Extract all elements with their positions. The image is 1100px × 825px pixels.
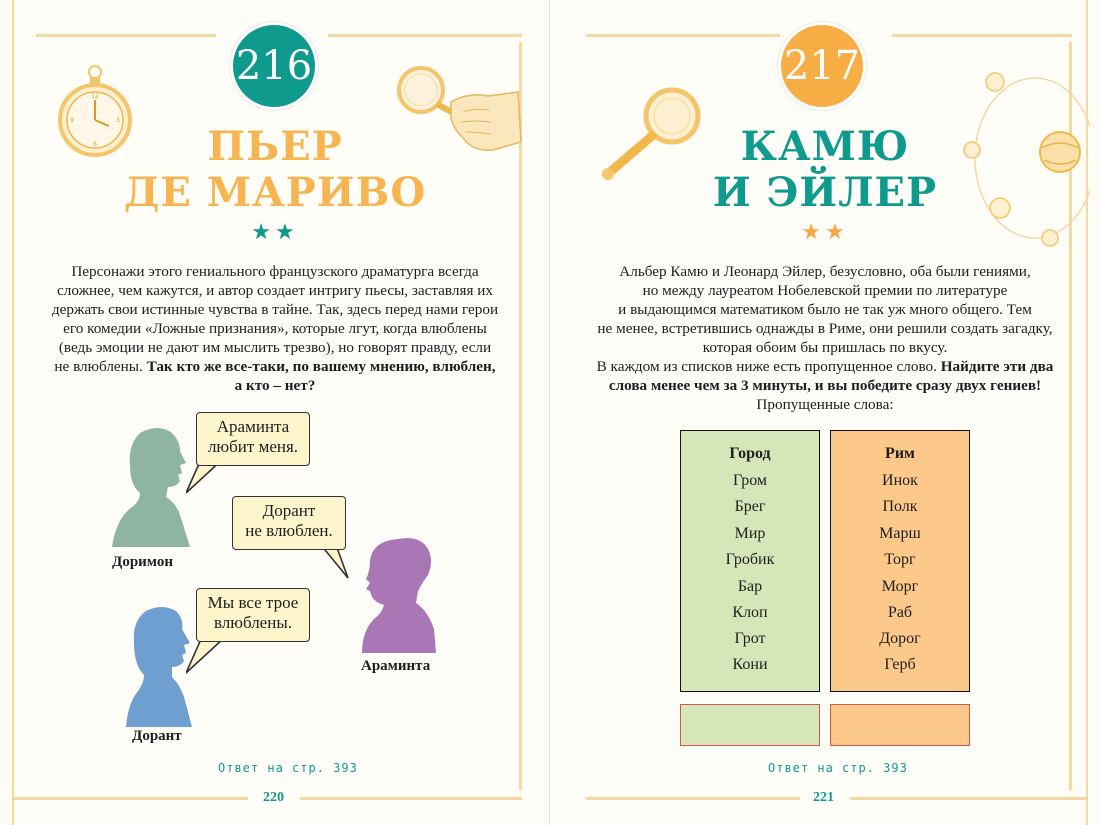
difficulty-stars: ★★ [251, 220, 299, 245]
puzzle-number: 217 [783, 43, 861, 89]
intro-plain: В каждом из списков ниже есть пропущенное слово. [596, 358, 941, 375]
list-item: Мир [734, 525, 766, 542]
list-item: Торг [884, 551, 916, 568]
araminta-silhouette [358, 535, 438, 655]
puzzle-number-badge [230, 22, 318, 110]
top-rule-right [328, 34, 522, 37]
intro-line: его комедии «Ложные признания», которые лгут, когда влюблены [63, 320, 487, 337]
intro-line: не менее, встретившись однажды в Риме, они решили создать загадку, [597, 320, 1053, 337]
intro-question: Так кто же все-таки, по вашему мнению, влюблен, [146, 358, 496, 375]
list-item: Герб [884, 656, 916, 673]
araminta-label: Араминта [361, 658, 431, 674]
list-item: Брег [734, 498, 766, 515]
list-item: Рим [885, 445, 915, 462]
intro-line [28, 357, 522, 376]
intro-line [580, 376, 1070, 395]
svg-text:6: 6 [93, 141, 97, 148]
intro-question-end: а кто – нет? [234, 377, 316, 394]
answer-field-left[interactable] [680, 704, 820, 746]
left-rule [12, 0, 14, 825]
bottom-rule-right [300, 797, 522, 800]
bubble-line: влюблены. [213, 613, 292, 632]
svg-text:9: 9 [70, 117, 74, 124]
top-rule-left [586, 34, 780, 37]
bottom-rule-right [850, 797, 1088, 800]
dorimon-label: Доримон [112, 554, 173, 570]
word-list-right [830, 430, 970, 692]
intro-line: Альбер Камю и Леонард Эйлер, безусловно, оба были гениями, [619, 263, 1031, 280]
intro-line [580, 357, 1070, 376]
difficulty-stars: ★★ [801, 220, 849, 245]
title-line-2: И ЭЙЛЕР [712, 169, 938, 216]
intro-line: но между лауреатом Нобелевской премии по литературе [642, 282, 1008, 299]
list-item: Марш [879, 525, 921, 542]
intro-line [28, 376, 522, 395]
dorant-silhouette [124, 603, 199, 728]
title-line-1: ПЬЕР [207, 123, 343, 170]
intro-line: которая обоим бы пришлась по вкусу. [702, 339, 948, 356]
bubble-line: Дорант [262, 501, 316, 520]
svg-text:12: 12 [91, 93, 99, 100]
answer-reference: Ответ на стр. 393 [768, 761, 908, 775]
bubble-line: Мы все трое [207, 593, 299, 612]
intro-line: (ведь эмоции не дают им мыслить трезво), но говорят правду, если [58, 339, 492, 356]
puzzle-title [75, 124, 475, 216]
intro-plain: не влюблены. [54, 358, 147, 375]
intro-line: сложнее, чем кажутся, и автор создает интригу пьесы, заставляя их [57, 282, 493, 299]
list-item: Гробик [725, 551, 775, 568]
intro-line: Персонажи этого гениального французского драматурга всегда [71, 263, 479, 280]
intro-line: и выдающимся математиком было не так уж много общего. Тем [618, 301, 1032, 318]
answer-field-right[interactable] [830, 704, 970, 746]
right-page [550, 0, 1100, 825]
list-item: Полк [882, 498, 918, 515]
bottom-rule-left [12, 797, 248, 800]
word-list-left [680, 430, 820, 692]
intro-text [580, 262, 1070, 414]
list-item: Клоп [732, 604, 768, 621]
page-number: 221 [813, 790, 834, 805]
puzzle-title [625, 124, 1025, 216]
top-rule-right [892, 34, 1072, 37]
list-item: Кони [732, 656, 768, 673]
speech-bubble-araminta [232, 496, 346, 550]
answer-reference: Ответ на стр. 393 [218, 761, 358, 775]
intro-task-end: слова менее чем за 3 минуты, и вы победите сразу двух гениев! [608, 377, 1042, 394]
missing-words-label: Пропущенные слова: [756, 396, 894, 413]
puzzle-number: 216 [235, 43, 313, 89]
list-item: Грот [734, 630, 766, 647]
list-item: Гром [732, 472, 768, 489]
list-item: Морг [881, 578, 919, 595]
bubble-line: не влюблен. [245, 521, 333, 540]
top-rule-left [36, 34, 216, 37]
page-number: 220 [263, 790, 284, 805]
list-item: Раб [887, 604, 913, 621]
puzzle-number-badge [778, 22, 866, 110]
intro-line: держать свои истинные чувства в тайне. Так, здесь перед нами герои [51, 301, 499, 318]
dorant-label: Дорант [132, 728, 182, 744]
bubble-line: Араминта [216, 417, 290, 436]
bottom-rule-left [586, 797, 800, 800]
speech-bubble-dorant [196, 588, 310, 642]
svg-text:3: 3 [116, 117, 120, 124]
title-line-2: ДЕ МАРИВО [123, 169, 427, 216]
intro-text [28, 262, 522, 395]
bubble-line: любит меня. [207, 437, 299, 456]
list-item: Город [729, 445, 771, 462]
intro-task: Найдите эти два [940, 358, 1054, 375]
speech-bubble-dorimon [196, 412, 310, 466]
list-item: Бар [737, 578, 763, 595]
title-line-1: КАМЮ [740, 123, 910, 170]
list-item: Инок [882, 472, 918, 489]
list-item: Дорог [879, 630, 921, 647]
